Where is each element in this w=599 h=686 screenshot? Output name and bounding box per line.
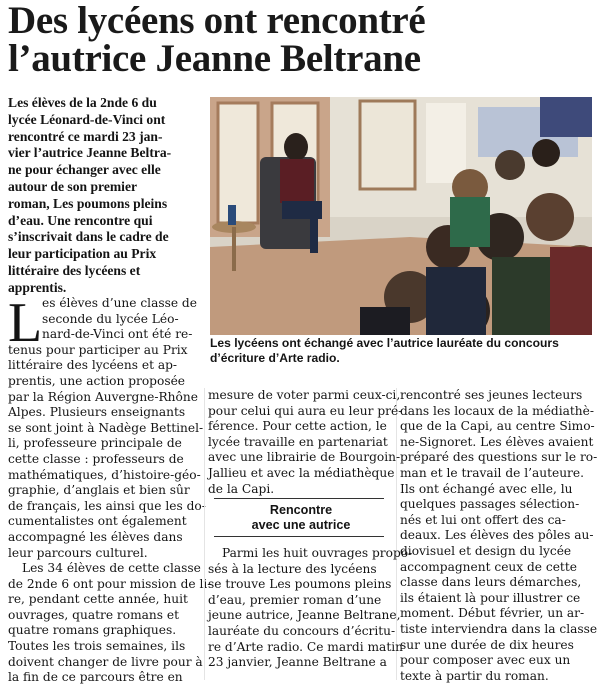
headline-line-2: l’autrice Jeanne Beltrane bbox=[8, 37, 421, 80]
body-line: jeune autrice, Jeanne Beltrane, bbox=[208, 608, 401, 623]
body-line: de français, les ainsi que les do- bbox=[8, 498, 206, 513]
body-column-1 bbox=[8, 292, 212, 686]
body-line: classe dans leurs démarches, bbox=[400, 575, 582, 590]
body-line: lycée travaille en partenariat bbox=[208, 434, 388, 449]
body-line: ils étaient là pour illustrer ce bbox=[400, 590, 581, 605]
body-line: cette classe : professeurs de bbox=[8, 451, 184, 466]
lead-line: rencontré ce mardi 23 jan- bbox=[8, 128, 163, 144]
body-line: tenus pour participer au Prix bbox=[8, 342, 188, 357]
body-line: leur parcours culturel. bbox=[8, 545, 148, 560]
body-line: la fin de ce parcours être en bbox=[8, 670, 183, 685]
body-line: dans les locaux de la médiathè- bbox=[400, 403, 594, 418]
body-line: re, pendant cette année, huit bbox=[8, 592, 188, 607]
body-line: par la Région Auvergne-Rhône bbox=[8, 389, 198, 404]
article-photo bbox=[210, 97, 592, 335]
body-line: moment. Début février, un ar- bbox=[400, 606, 585, 621]
body-line: pour celui qui aura eu leur pré- bbox=[208, 403, 403, 418]
body-column-2-continued bbox=[208, 546, 413, 671]
body-line: préparé des questions sur le ro- bbox=[400, 450, 598, 465]
lead-line: Les élèves de la 2nde 6 du bbox=[8, 95, 157, 110]
body-line: prentis, une action proposée bbox=[8, 373, 186, 388]
body-line: d’eau, premier roman d’une bbox=[208, 592, 382, 607]
body-line: Parmi les huit ouvrages propo- bbox=[222, 546, 413, 560]
body-line: lauréate du concours d’écritu- bbox=[208, 623, 396, 638]
body-line: accompagnent ceux de cette bbox=[400, 559, 577, 574]
photo-caption bbox=[210, 336, 594, 366]
body-line: nard-de-Vinci ont été re- bbox=[42, 327, 193, 342]
body-line: 23 janvier, Jeanne Beltrane a bbox=[208, 655, 387, 670]
body-line: Toutes les trois semaines, ils bbox=[8, 639, 186, 654]
body-line: accompagné les élèves dans bbox=[8, 529, 183, 544]
body-line: re d’Arte radio. Ce mardi matin bbox=[208, 639, 403, 654]
body-line: quatre romans graphiques. bbox=[8, 623, 177, 638]
body-line: que de la Capi, au centre Simo- bbox=[400, 419, 595, 434]
body-line: se sont joint à Nadège Bettinel- bbox=[8, 420, 204, 435]
lead-line: autour de son premier bbox=[8, 178, 138, 194]
body-line: nés et lui ont offert des ca- bbox=[400, 512, 566, 527]
body-line: deaux. Les élèves des pôles au- bbox=[400, 528, 594, 543]
drop-cap: L bbox=[8, 292, 43, 354]
body-line: ne-Signoret. Les élèves avaient bbox=[400, 434, 594, 449]
body-line: mesure de voter parmi ceux-ci, bbox=[208, 388, 401, 402]
lead-line: d’eau. Une rencontre qui bbox=[8, 212, 153, 228]
body-line: es élèves d’une classe de bbox=[42, 296, 197, 310]
body-line: avec une librairie de Bourgoin- bbox=[208, 450, 401, 465]
body-line: se trouve Les poumons pleins bbox=[208, 577, 392, 592]
subhead-line: avec une autrice bbox=[251, 518, 351, 532]
column-divider bbox=[396, 388, 397, 680]
body-line: pour composer avec eux un bbox=[400, 653, 571, 668]
body-line: de 2nde 6 ont pour mission de li- bbox=[8, 576, 212, 591]
lead-line: s’inscrivait dans le cadre de bbox=[8, 229, 169, 245]
headline bbox=[8, 2, 593, 78]
headline-line-1: Des lycéens ont rencontré bbox=[8, 0, 426, 42]
lead-line: lycée Léonard-de-Vinci ont bbox=[8, 111, 166, 127]
body-line: Les 34 élèves de cette classe bbox=[22, 561, 201, 576]
subhead-rule-bottom bbox=[214, 536, 384, 537]
body-line: mathématiques, d’histoire-géo- bbox=[8, 467, 201, 482]
body-line: férence. Pour cette action, le bbox=[208, 419, 387, 434]
body-line: cumentalistes ont également bbox=[8, 514, 187, 529]
lead-paragraph bbox=[8, 95, 200, 297]
body-line: li, professeure principale de bbox=[8, 436, 182, 451]
body-line: sur une durée de dix heures bbox=[400, 637, 574, 652]
lead-line: vier l’autrice Jeanne Beltra- bbox=[8, 145, 172, 161]
body-line: rencontré ses jeunes lecteurs bbox=[400, 388, 583, 402]
subhead bbox=[208, 503, 394, 533]
body-line: ouvrages, quatre romans et bbox=[8, 607, 179, 622]
body-line: texte à partir du roman. bbox=[400, 668, 549, 683]
caption-line: Les lycéens ont échangé avec l’autrice lauréate du concours bbox=[210, 336, 559, 350]
caption-line: d’écriture d’Arte radio. bbox=[210, 351, 340, 365]
body-line: Alpes. Plusieurs enseignants bbox=[8, 405, 186, 420]
body-line: quelques passages sélection- bbox=[400, 497, 580, 512]
body-line: seconde du lycée Léo- bbox=[42, 311, 179, 326]
body-line: littéraire des lycéens et ap- bbox=[8, 358, 178, 373]
lead-line: ne pour échanger avec elle bbox=[8, 162, 161, 178]
lead-line: apprentis. bbox=[8, 279, 67, 295]
subhead-line: Rencontre bbox=[269, 503, 333, 517]
column-divider bbox=[204, 388, 205, 680]
body-line: graphie, d’anglais et bien sûr bbox=[8, 483, 190, 498]
body-line: diovisuel et design du lycée bbox=[400, 543, 572, 558]
body-line: doivent changer de livre pour à bbox=[8, 654, 203, 669]
body-line: sés à la lecture des lycéens bbox=[208, 561, 377, 576]
body-column-2 bbox=[208, 388, 403, 497]
body-line: man et le travail de l’auteure. bbox=[400, 465, 584, 480]
body-line: Ils ont échangé avec elle, lu bbox=[400, 481, 573, 496]
photo-illustration bbox=[210, 97, 592, 335]
subhead-rule-top bbox=[214, 498, 384, 499]
body-line: Jallieu et avec la médiathèque bbox=[208, 465, 395, 480]
lead-line: leur participation au Prix bbox=[8, 246, 157, 262]
lead-line: roman, Les poumons pleins bbox=[8, 195, 168, 211]
body-line: de la Capi. bbox=[208, 481, 275, 496]
lead-line: littéraire des lycéens et bbox=[8, 262, 141, 278]
body-column-3 bbox=[400, 388, 598, 684]
body-line: tiste interviendra dans la classe bbox=[400, 621, 598, 636]
